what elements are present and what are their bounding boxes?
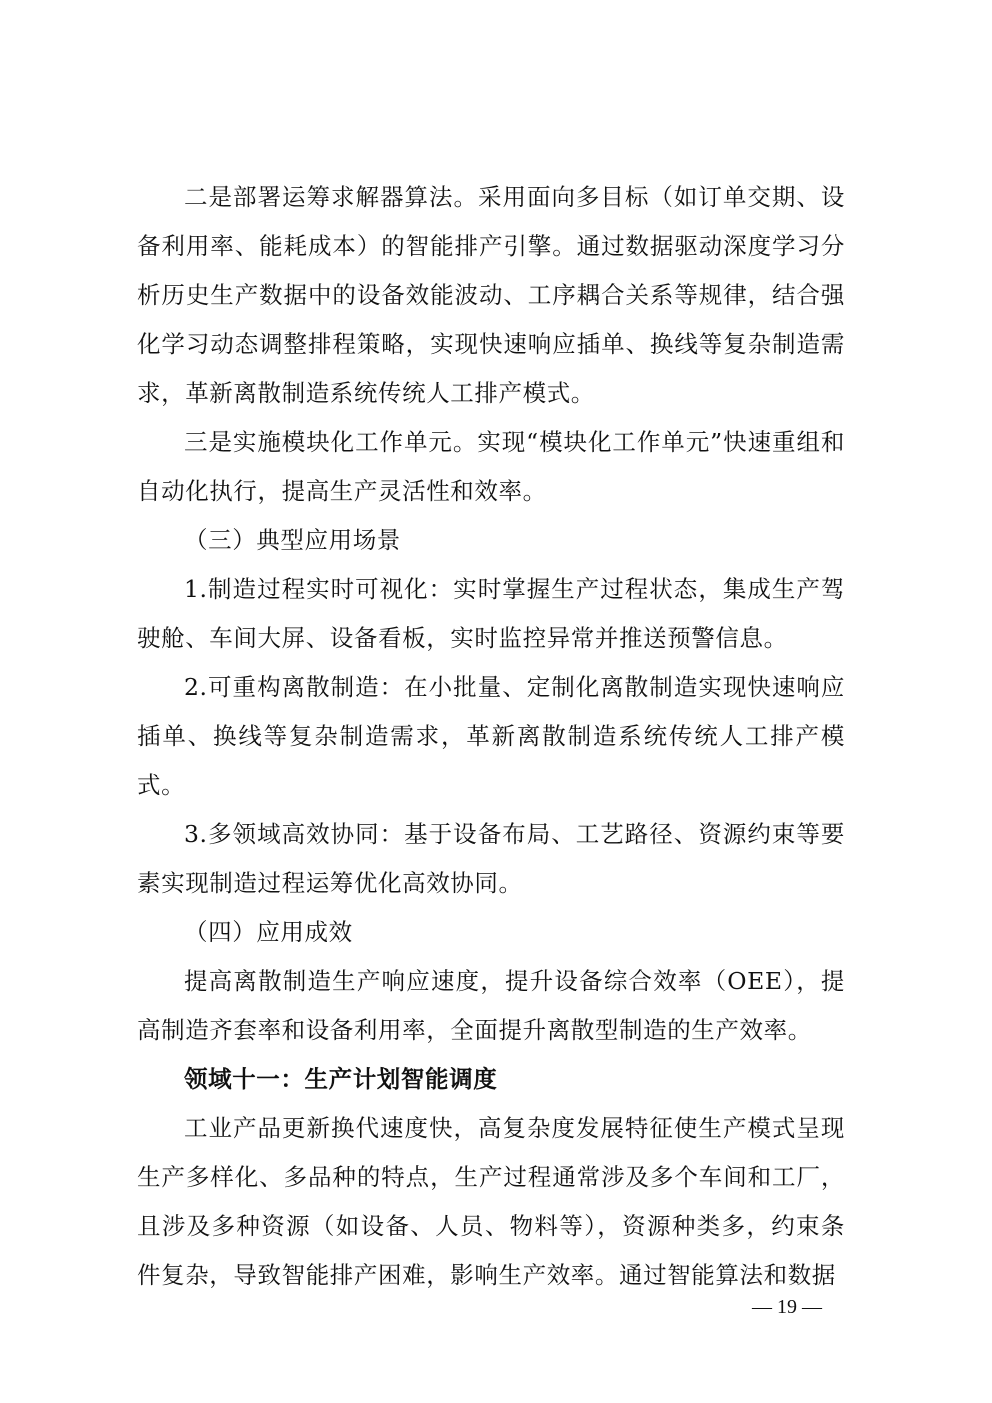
domain-heading-scheduling: 领域十一：生产计划智能调度 [184, 1065, 498, 1093]
paragraph-modular-units: 三是实施模块化工作单元。实现“模块化工作单元”快速重组和自动化执行，提高生产灵活性和效率。 [137, 428, 845, 505]
section-heading-effects: （四）应用成效 [184, 918, 353, 946]
paragraph-scenario-collaboration: 3.多领域高效协同：基于设备布局、工艺路径、资源约束等要素实现制造过程运筹优化高效协同。 [137, 820, 845, 897]
paragraph-solver-algorithm: 二是部署运筹求解器算法。采用面向多目标（如订单交期、设备利用率、能耗成本）的智能排产引擎。通过数据驱动深度学习分析历史生产数据中的设备效能波动、工序耦合关系等规律，结合强化学习动态调整排程策略，实现快速响应插单、换线等复杂制造需求，革新离散制造系统传统人工排产模式。 [137, 183, 845, 407]
paragraph-scheduling-intro: 工业产品更新换代速度快，高复杂度发展特征使生产模式呈现生产多样化、多品种的特点，生产过程通常涉及多个车间和工厂，且涉及多种资源（如设备、人员、物料等），资源种类多，约束条件复杂，导致智能排产困难，影响生产效率。通过智能算法和数据 [137, 1114, 845, 1289]
paragraph-scenario-visualization: 1.制造过程实时可视化：实时掌握生产过程状态，集成生产驾驶舱、车间大屏、设备看板，实时监控异常并推送预警信息。 [137, 575, 845, 652]
page-number: — 19 — [752, 1296, 822, 1318]
body-text [137, 173, 845, 1300]
paragraph-effects: 提高离散制造生产响应速度，提升设备综合效率（OEE），提高制造齐套率和设备利用率，全面提升离散型制造的生产效率。 [137, 967, 845, 1044]
paragraph-scenario-reconfigurable: 2.可重构离散制造：在小批量、定制化离散制造实现快速响应插单、换线等复杂制造需求，革新离散制造系统传统人工排产模式。 [137, 673, 845, 799]
section-heading-scenarios: （三）典型应用场景 [184, 526, 401, 554]
